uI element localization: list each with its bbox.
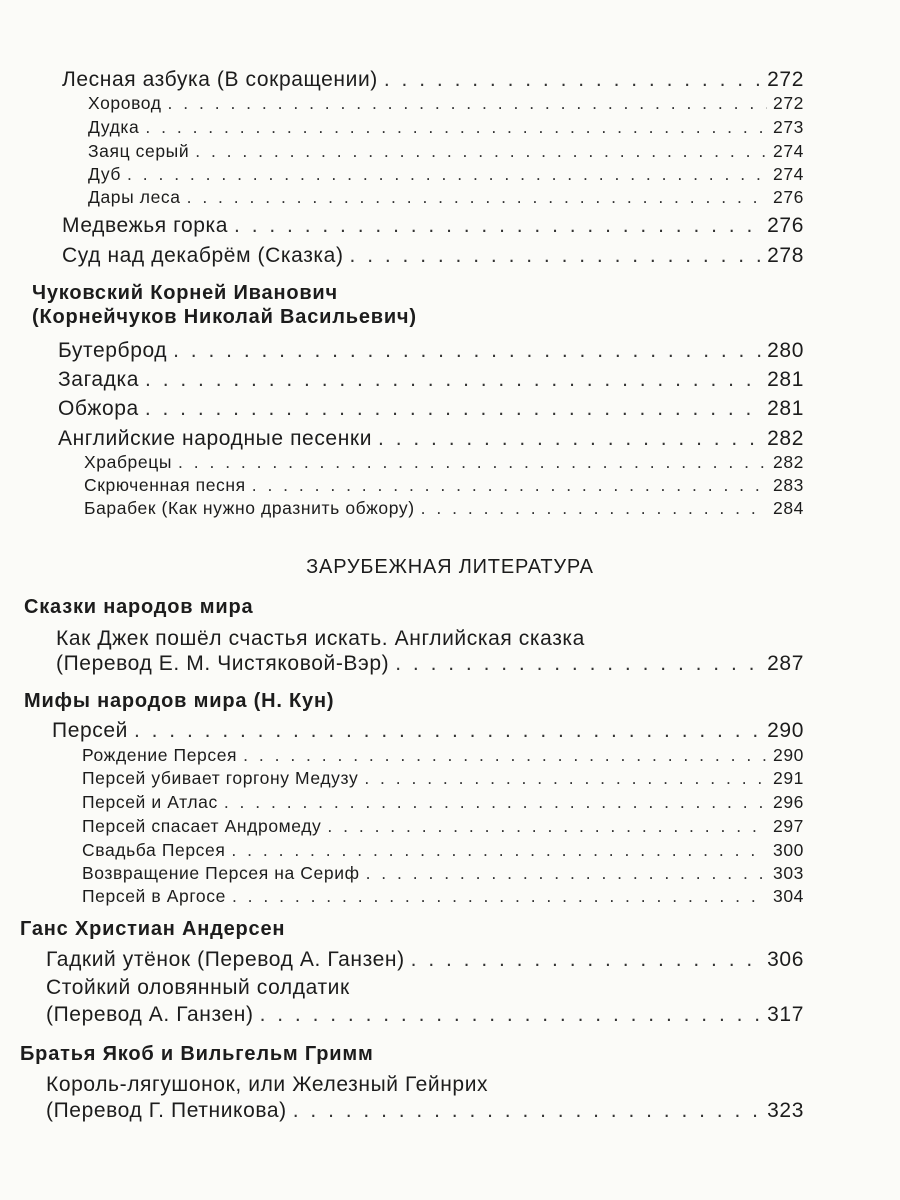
entry-title: Скрюченная песня xyxy=(84,475,246,495)
toc-entry xyxy=(58,368,804,392)
entry-title-line: Стойкий оловянный солдатик xyxy=(46,976,350,999)
entry-page: 283 xyxy=(773,475,804,495)
toc-entry xyxy=(88,93,804,114)
entry-page: 291 xyxy=(773,768,804,788)
entry-title: Возвращение Персея на Сериф xyxy=(82,863,360,883)
entry-title: Барабек (Как нужно дразнить обжору) xyxy=(84,498,415,518)
entry-page: 282 xyxy=(773,452,804,472)
group-heading: Сказки народов мира xyxy=(24,596,254,618)
entry-page: 290 xyxy=(773,745,804,765)
toc-entry xyxy=(82,886,804,907)
toc-entry xyxy=(46,948,804,972)
author-heading: Ганс Христиан Андерсен xyxy=(20,918,286,940)
entry-title: Английские народные песенки xyxy=(58,427,373,450)
toc-entry xyxy=(58,427,804,451)
entry-title-line: Король-лягушонок, или Железный Гейнрих xyxy=(46,1073,489,1096)
entry-title: (Перевод Е. М. Чистяковой-Вэр) xyxy=(56,652,390,675)
toc-entry xyxy=(88,117,804,138)
entry-page: 304 xyxy=(773,886,804,906)
toc-entry xyxy=(82,768,804,789)
entry-page: 281 xyxy=(767,397,804,420)
toc-entry xyxy=(88,164,804,185)
entry-page: 296 xyxy=(773,792,804,812)
toc-entry xyxy=(82,792,804,813)
entry-title: Бутерброд xyxy=(58,339,168,362)
entry-title: Персей и Атлас xyxy=(82,792,218,812)
entry-title: Дудка xyxy=(88,117,140,137)
toc-entry xyxy=(84,452,804,473)
entry-page: 276 xyxy=(767,214,804,237)
entry-title-line: Как Джек пошёл счастья искать. Английская сказка xyxy=(56,627,585,650)
entry-page: 281 xyxy=(767,368,804,391)
toc-entry xyxy=(82,840,804,861)
entry-title: Свадьба Персея xyxy=(82,840,226,860)
entry-title: Персей в Аргосе xyxy=(82,886,226,906)
entry-title: Хоровод xyxy=(88,93,162,113)
entry-page: 297 xyxy=(773,816,804,836)
entry-title: Лесная азбука (В сокращении) xyxy=(62,68,378,91)
entry-page: 323 xyxy=(767,1099,804,1122)
entry-page: 306 xyxy=(767,948,804,971)
entry-page: 282 xyxy=(767,427,804,450)
author-heading: Братья Якоб и Вильгельм Гримм xyxy=(20,1043,374,1065)
entry-page: 300 xyxy=(773,840,804,860)
toc-entry xyxy=(58,397,804,421)
entry-title: (Перевод Г. Петникова) xyxy=(46,1099,287,1122)
toc-entry xyxy=(82,745,804,766)
entry-page: 278 xyxy=(767,244,804,267)
entry-title: Персей спасает Андромеду xyxy=(82,816,322,836)
toc-entry xyxy=(46,1099,804,1123)
entry-title: Рождение Персея xyxy=(82,745,238,765)
entry-page: 284 xyxy=(773,498,804,518)
toc-entry xyxy=(62,214,804,238)
section-heading: ЗАРУБЕЖНАЯ ЛИТЕРАТУРА xyxy=(306,556,594,578)
entry-page: 274 xyxy=(773,164,804,184)
entry-page: 303 xyxy=(773,863,804,883)
entry-title: Суд над декабрём (Сказка) xyxy=(62,244,344,267)
entry-title: Персей xyxy=(52,719,128,742)
entry-title: Дуб xyxy=(88,164,122,184)
entry-title: Гадкий утёнок (Перевод А. Ганзен) xyxy=(46,948,405,971)
entry-page: 272 xyxy=(773,93,804,113)
entry-title: (Перевод А. Ганзен) xyxy=(46,1003,254,1026)
toc-entry xyxy=(52,719,804,743)
entry-page: 317 xyxy=(767,1003,804,1026)
entry-title: Храбрецы xyxy=(84,452,173,472)
entry-title: Медвежья горка xyxy=(62,214,229,237)
entry-title: Заяц серый xyxy=(88,141,190,161)
entry-page: 290 xyxy=(767,719,804,742)
author-heading: Чуковский Корней Иванович xyxy=(32,282,338,304)
entry-title: Персей убивает горгону Медузу xyxy=(82,768,359,788)
entry-title: Дары леса xyxy=(88,187,181,207)
entry-page: 276 xyxy=(773,187,804,207)
toc-entry xyxy=(82,863,804,884)
toc-entry xyxy=(58,339,804,363)
toc-entry xyxy=(84,498,804,519)
entry-page: 274 xyxy=(773,141,804,161)
toc-entry xyxy=(82,816,804,837)
toc-entry xyxy=(62,68,804,92)
toc-entry xyxy=(46,1003,804,1027)
entry-page: 273 xyxy=(773,117,804,137)
entry-title: Загадка xyxy=(58,368,140,391)
toc-entry xyxy=(88,187,804,208)
toc-entry xyxy=(84,475,804,496)
entry-title: Обжора xyxy=(58,397,139,420)
author-heading: (Корнейчуков Николай Васильевич) xyxy=(32,306,417,328)
group-heading: Мифы народов мира (Н. Кун) xyxy=(24,690,335,712)
toc-entry xyxy=(88,141,804,162)
toc-entry xyxy=(62,244,804,268)
entry-page: 280 xyxy=(767,339,804,362)
entry-page: 287 xyxy=(767,652,804,675)
toc-entry xyxy=(56,652,804,676)
entry-page: 272 xyxy=(767,68,804,91)
